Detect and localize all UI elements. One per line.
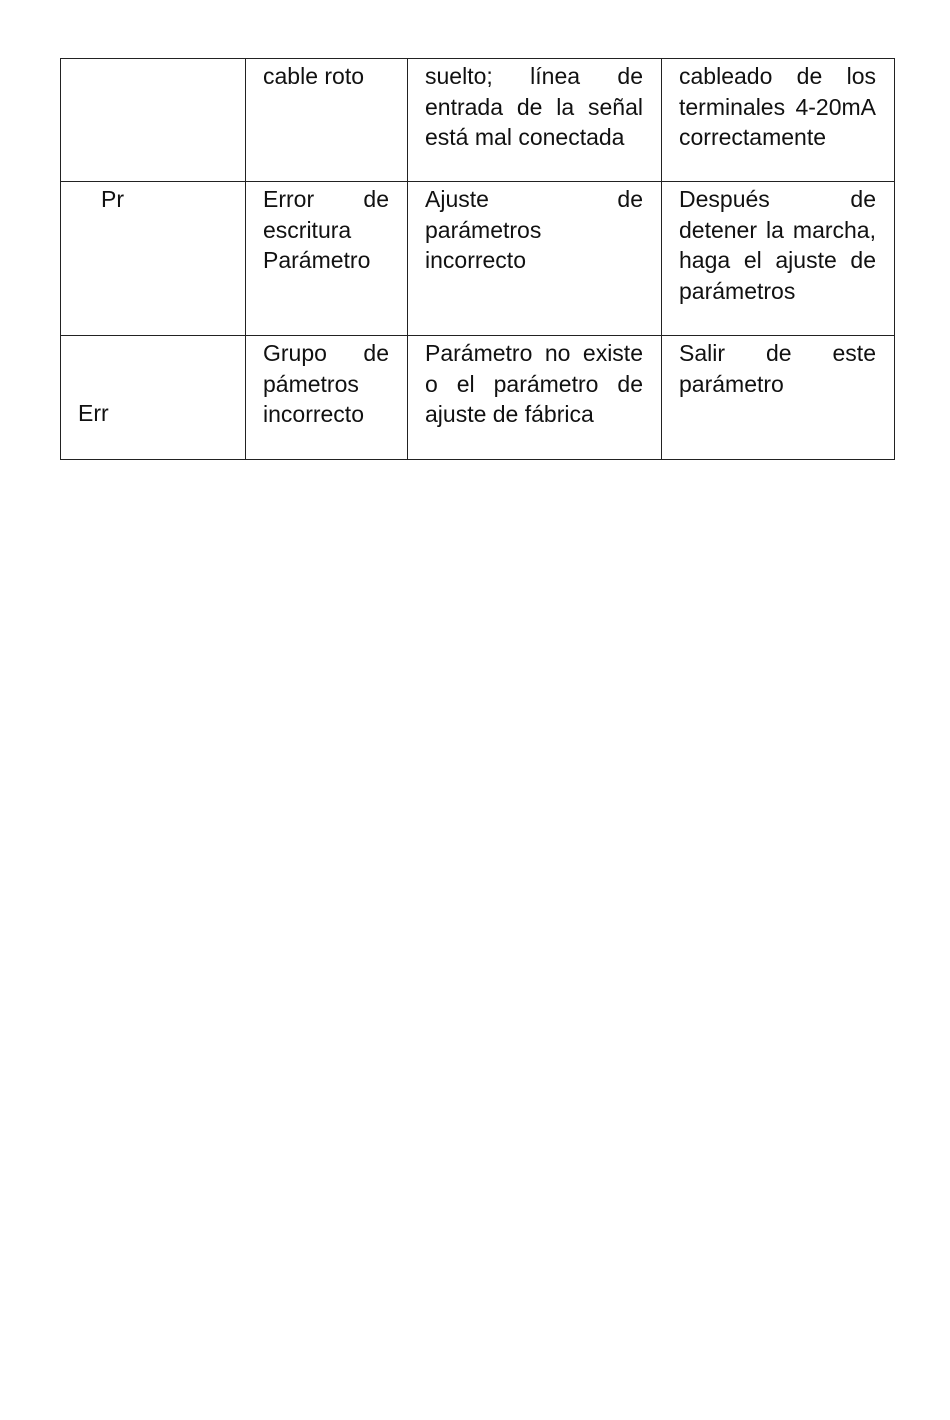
cell-code	[61, 59, 246, 182]
table-row	[61, 59, 895, 182]
cell-error: Grupo de pámetros incorrecto	[246, 336, 408, 460]
cell-error: Error de escritura Parámetro	[246, 182, 408, 336]
table-row	[61, 182, 895, 336]
cell-cause: suelto; línea de entrada de la señal está mal conectada	[408, 59, 662, 182]
error-code-table	[60, 58, 895, 460]
table-row	[61, 336, 895, 460]
cell-solution: Salir de este parámetro	[662, 336, 895, 460]
cell-code-container	[61, 336, 246, 460]
cell-solution: Después de detener la marcha, haga el ajuste de parámetros	[662, 182, 895, 336]
cell-code: Err	[78, 400, 109, 426]
cell-solution: cableado de los terminales 4-20mA correctamente	[662, 59, 895, 182]
cell-error: cable roto	[246, 59, 408, 182]
cell-cause: Ajuste de parámetros incorrecto	[408, 182, 662, 336]
cell-code: Pr	[61, 182, 246, 336]
cell-cause: Parámetro no existe o el parámetro de ajuste de fábrica	[408, 336, 662, 460]
